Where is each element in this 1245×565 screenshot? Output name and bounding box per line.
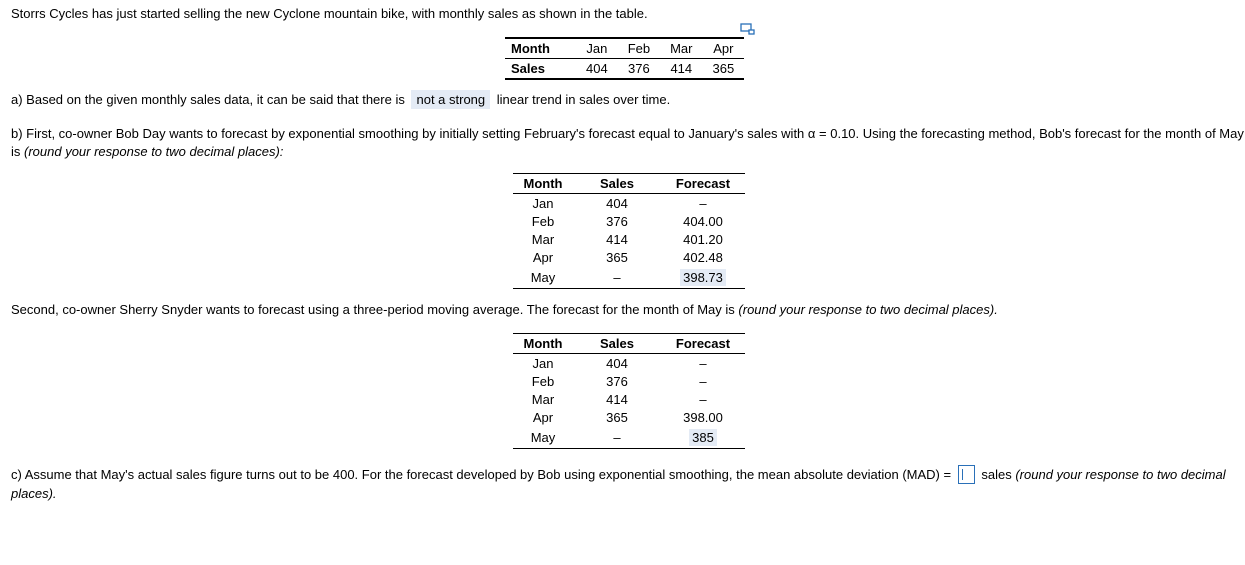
question-a-text-end: linear trend in sales over time.	[496, 92, 671, 107]
month-cell: May	[513, 426, 573, 449]
question-c-unit: sales	[981, 467, 1012, 482]
question-ma-note: (round your response to two decimal places).	[738, 302, 998, 317]
table-row	[513, 390, 745, 408]
table-row	[513, 212, 745, 230]
header-month: Month	[513, 174, 573, 194]
question-c-text: c) Assume that May's actual sales figure turns out to be 400. For the forecast developed by Bob using exponential smoothing, the mean absolute deviation (MAD) =	[11, 467, 952, 482]
question-c	[11, 465, 1236, 503]
forecast-cell: 401.20	[683, 231, 723, 247]
month-cell: Apr	[702, 38, 744, 59]
sales-cell: 376	[606, 373, 628, 389]
month-cell: Feb	[618, 38, 660, 59]
question-c-note: (round your response to two decimal places).	[11, 467, 1226, 501]
month-row-label: Month	[505, 38, 576, 59]
sales-cell: 376	[618, 59, 660, 80]
forecast-cell: –	[699, 391, 707, 407]
mad-answer-input[interactable]	[958, 465, 975, 484]
table-header-row	[513, 174, 745, 194]
table-row	[513, 194, 745, 213]
sales-cell: 365	[702, 59, 744, 80]
header-sales: Sales	[573, 174, 661, 194]
ma-may-forecast-answer[interactable]: 385	[689, 429, 717, 446]
sales-cell: 414	[606, 391, 628, 407]
question-ma-text: Second, co-owner Sherry Snyder wants to forecast using a three-period moving average. The forecast for the month of May is	[11, 302, 735, 317]
month-cell: Apr	[532, 409, 554, 425]
month-cell: May	[513, 266, 573, 289]
table-row	[513, 354, 745, 373]
question-b-text: b) First, co-owner Bob Day wants to forecast by exponential smoothing by initially setting February's forecast equal to January's sales with α = 0.10. Using the forecasting method, Bob's forecast for the month of May is	[11, 126, 1244, 159]
month-cell: Mar	[531, 231, 555, 247]
month-cell: Mar	[660, 38, 702, 59]
exp-smoothing-table	[513, 173, 745, 289]
problem-intro: Storrs Cycles has just started selling the new Cyclone mountain bike, with monthly sales as shown in the table.	[11, 6, 648, 21]
question-b-note: (round your response to two decimal places):	[24, 144, 284, 159]
month-cell: Jan	[532, 355, 554, 371]
table-row	[513, 408, 745, 426]
sales-cell: –	[573, 426, 661, 449]
question-a	[11, 92, 670, 107]
table-row	[513, 230, 745, 248]
forecast-cell: 402.48	[683, 249, 723, 265]
header-sales: Sales	[573, 334, 661, 354]
sales-row	[505, 59, 744, 80]
sales-cell: 404	[606, 195, 628, 211]
table-header-row	[513, 334, 745, 354]
question-a-text: a) Based on the given monthly sales data, it can be said that there is	[11, 92, 405, 107]
month-cell: Jan	[576, 38, 618, 59]
sales-cell: –	[573, 266, 661, 289]
forecast-cell: 398.00	[683, 409, 723, 425]
header-month: Month	[513, 334, 573, 354]
sales-cell: 414	[606, 231, 628, 247]
sales-cell: 414	[660, 59, 702, 80]
table-row	[513, 248, 745, 266]
sales-cell: 365	[606, 409, 628, 425]
forecast-cell-answer	[661, 266, 745, 289]
sales-cell: 365	[606, 249, 628, 265]
header-forecast: Forecast	[661, 334, 745, 354]
month-cell: Feb	[531, 213, 555, 229]
sales-cell: 376	[606, 213, 628, 229]
forecast-cell-answer	[661, 426, 745, 449]
month-row	[505, 38, 744, 59]
month-cell: Feb	[531, 373, 555, 389]
monthly-sales-table	[505, 37, 744, 80]
month-cell: Apr	[532, 249, 554, 265]
question-b	[11, 125, 1245, 161]
may-forecast-answer[interactable]: 398.73	[680, 269, 726, 286]
header-forecast: Forecast	[661, 174, 745, 194]
forecast-cell: –	[699, 355, 707, 371]
forecast-cell: –	[699, 195, 707, 211]
sales-cell: 404	[606, 355, 628, 371]
sales-cell: 404	[576, 59, 618, 80]
sales-row-label: Sales	[505, 59, 576, 80]
table-row	[513, 266, 745, 289]
month-cell: Mar	[531, 391, 555, 407]
table-row	[513, 426, 745, 449]
question-moving-average	[11, 302, 998, 317]
table-row	[513, 372, 745, 390]
trend-answer-dropdown[interactable]: not a strong	[411, 90, 490, 109]
copy-table-icon[interactable]	[740, 23, 756, 35]
month-cell: Jan	[532, 195, 554, 211]
forecast-cell: –	[699, 373, 707, 389]
moving-average-table	[513, 333, 745, 449]
forecast-cell: 404.00	[683, 213, 723, 229]
